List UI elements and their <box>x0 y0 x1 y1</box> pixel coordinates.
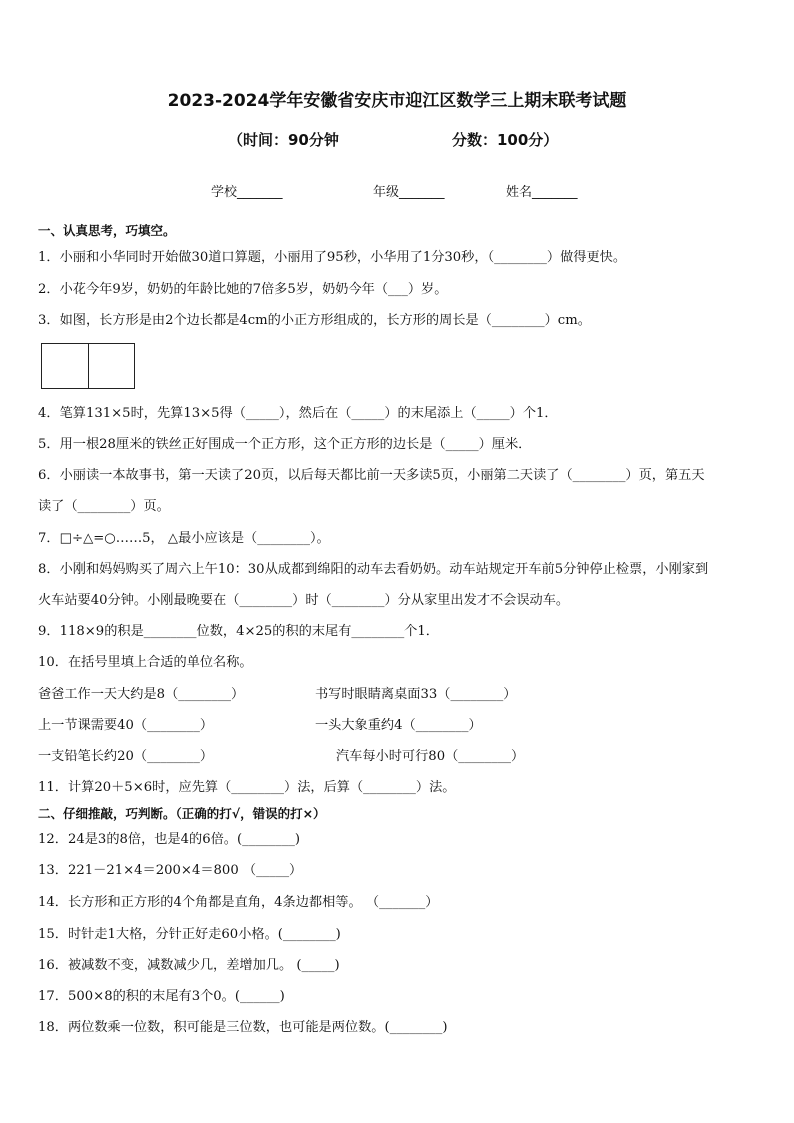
question-16: 16．被减数不变，减数减少几，差增加几。 (_____) <box>38 958 340 973</box>
question-13: 13．221－21×4＝200×4＝800 （_____） <box>38 863 303 878</box>
question-8-line-1: 8．小刚和妈妈购买了周六上午10：30从成都到绵阳的动车去看奶奶。动车站规定开车前5分钟停止检票，小刚家到 <box>38 562 709 577</box>
question-2: 2．小花今年9岁，奶奶的年龄比她的7倍多5岁，奶奶今年（___）岁。 <box>38 282 448 297</box>
rectangle-divider <box>88 344 89 388</box>
section-heading-1: 一、认真思考，巧填空。 <box>38 223 176 238</box>
question-9: 9．118×9的积是________位数，4×25的积的末尾有________个1． <box>38 624 439 639</box>
question-3: 3．如图，长方形是由2个边长都是4cm的小正方形组成的，长方形的周长是（________）cm。 <box>38 313 591 328</box>
question-10-item-4: 一头大象重约4（________） <box>315 718 482 733</box>
question-10-item-3: 上一节课需要40（________） <box>38 718 214 733</box>
question-1: 1．小丽和小华同时开始做30道口算题，小丽用了95秒，小华用了1分30秒，（________）做得更快。 <box>38 250 627 265</box>
question-7: 7．□÷△=○……5， △最小应该是（________）。 <box>38 531 330 546</box>
question-10-item-2: 书写时眼睛离桌面33（________） <box>315 687 517 702</box>
question-11: 11．计算20＋5×6时，应先算（________）法，后算（________）法。 <box>38 780 456 795</box>
question-15: 15．时针走1大格，分针正好走60小格。(________) <box>38 927 341 942</box>
question-10-item-6: 汽车每小时可行80（________） <box>336 749 525 764</box>
question-4: 4．笔算131×5时，先算13×5得（_____），然后在（_____）的末尾添上（_____）个1． <box>38 406 558 421</box>
rectangle-figure <box>41 343 135 389</box>
question-10: 10．在括号里填上合适的单位名称。 <box>38 655 253 670</box>
section-heading-2: 二、仔细推敲，巧判断。（正确的打√，错误的打×） <box>38 806 326 821</box>
question-18: 18．两位数乘一位数，积可能是三位数，也可能是两位数。(________) <box>38 1020 448 1035</box>
question-6-line-1: 6．小丽读一本故事书，第一天读了20页，以后每天都比前一天多读5页，小丽第二天读了（________）页，第五天 <box>38 468 705 483</box>
score-label: 分数：100分） <box>452 131 559 149</box>
name-field: 姓名_______ <box>506 185 578 200</box>
question-17: 17．500×8的积的末尾有3个0。(______) <box>38 989 285 1004</box>
time-label: （时间：90分钟 <box>228 131 339 149</box>
question-14: 14．长方形和正方形的4个角都是直角，4条边都相等。 （_______） <box>38 895 439 910</box>
question-12: 12．24是3的8倍，也是4的6倍。(________) <box>38 832 301 847</box>
question-8-line-2: 火车站要40分钟。小刚最晚要在（________）时（________）分从家里出发才不会误动车。 <box>38 593 570 608</box>
grade-field: 年级_______ <box>373 185 445 200</box>
question-10-item-1: 爸爸工作一天大约是8（________） <box>38 687 245 702</box>
page-title: 2023-2024学年安徽省安庆市迎江区数学三上期末联考试题 <box>167 91 627 111</box>
school-field: 学校_______ <box>211 185 283 200</box>
question-10-item-5: 一支铅笔长约20（________） <box>38 749 214 764</box>
question-6-line-2: 读了（________）页。 <box>38 499 170 514</box>
question-5: 5．用一根28厘米的铁丝正好围成一个正方形，这个正方形的边长是（_____）厘米． <box>38 437 532 452</box>
